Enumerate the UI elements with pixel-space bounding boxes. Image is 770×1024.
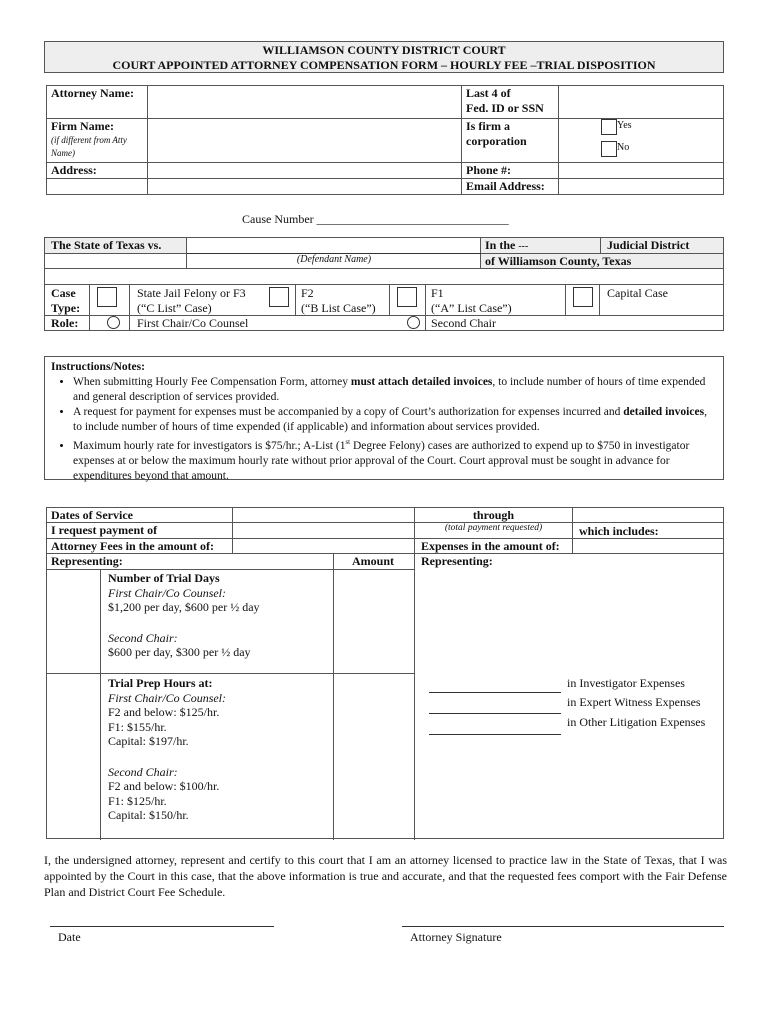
request-payment-label: I request payment of: [51, 523, 158, 537]
role-second-chair-label: Second Chair: [431, 316, 496, 330]
email-field[interactable]: [559, 179, 724, 195]
trial-days-block: [108, 571, 260, 660]
role-first-chair-label: First Chair/Co Counsel: [137, 316, 249, 330]
expenses-label: Expenses in the amount of:: [421, 539, 560, 553]
first-chair-label: First Chair/Co Counsel:: [108, 585, 227, 600]
case-type-f2-checkbox[interactable]: [269, 287, 289, 307]
prep-fc-f1: F1: $155/hr.: [108, 719, 167, 734]
defendant-note: (Defendant Name): [296, 254, 372, 265]
prep-second-chair-label: Second Chair:: [108, 764, 178, 779]
other-expense-field[interactable]: [429, 734, 561, 735]
total-payment-field[interactable]: [233, 523, 413, 537]
cause-number[interactable]: Cause Number ________________________________: [242, 212, 509, 226]
prep-sc-f2: F2 and below: $100/hr.: [108, 779, 220, 793]
date-line[interactable]: [50, 926, 274, 927]
expert-expense-field[interactable]: [429, 713, 561, 714]
yes-checkbox[interactable]: [601, 119, 617, 135]
instruction-item: • When submitting Hourly Fee Compensation Form, attorney must attach detailed invoices, to include number of hours of time expended and general description of services provided.: [73, 375, 715, 405]
trial-days-checkcell[interactable]: [47, 570, 100, 673]
signature-line[interactable]: [402, 926, 724, 927]
prep-hours-checkcell[interactable]: [47, 674, 100, 840]
investigator-expense-field[interactable]: [429, 692, 561, 693]
firm-name-label: Firm Name:: [51, 119, 114, 133]
prep-hours-title: Trial Prep Hours at:: [108, 676, 213, 690]
expenses-field[interactable]: [573, 539, 723, 553]
state-label: The State of Texas vs.: [45, 238, 187, 253]
amount-header: Amount: [351, 554, 394, 568]
second-chair-label: Second Chair:: [108, 630, 178, 645]
prep-hours-amount-field[interactable]: [334, 674, 414, 840]
prep-fc-f2: F2 and below: $125/hr.: [108, 705, 220, 719]
investigator-expense-label: in Investigator Expenses: [567, 676, 685, 690]
firm-name-field[interactable]: [148, 119, 462, 163]
second-chair-rate: $600 per day, $300 per ½ day: [108, 645, 251, 659]
case-type-f2-label: F2 (“B List Case”): [301, 286, 376, 315]
fed-id-field[interactable]: [559, 86, 724, 119]
case-type-f1-checkbox[interactable]: [397, 287, 417, 307]
instructions-title: Instructions/Notes:: [51, 361, 145, 373]
role-first-chair-radio[interactable]: [107, 316, 120, 329]
dates-of-service-label: Dates of Service: [51, 508, 133, 522]
no-label: No: [617, 142, 630, 153]
expert-expense-label: in Expert Witness Expenses: [567, 695, 701, 709]
instructions-list: [51, 375, 715, 484]
corporation-options: [559, 119, 724, 163]
court-title: WILLIAMSON COUNTY DISTRICT COURT: [262, 43, 506, 57]
court-in-the: In the ---: [481, 238, 601, 253]
case-type-label: Case Type:: [51, 286, 81, 315]
date-label: Date: [58, 930, 81, 944]
district-number-field[interactable]: ---: [518, 241, 529, 252]
prep-sc-capital: Capital: $150/hr.: [108, 808, 189, 822]
email-label: Email Address:: [462, 179, 559, 195]
attorney-fees-label: Attorney Fees in the amount of:: [51, 539, 214, 553]
through-label: through: [472, 508, 515, 522]
trial-days-title: Number of Trial Days: [108, 571, 220, 585]
signature-label: Attorney Signature: [410, 930, 502, 944]
no-checkbox[interactable]: [601, 141, 617, 157]
prep-sc-f1: F1: $125/hr.: [108, 793, 167, 808]
form-title: COURT APPOINTED ATTORNEY COMPENSATION FORM – HOURLY FEE –TRIAL DISPOSITION: [112, 58, 656, 72]
instruction-item: • Maximum hourly rate for investigators is $75/hr.; A-List (1st Degree Felony) cases are authorized to expend up to $750 in investigator expenses at or below the maximum hourly rate without prior approval of the Court. Court approval must be sought in advance for expenditures beyond that amount.: [73, 435, 715, 484]
firm-name-label-cell: [47, 119, 148, 163]
representing-left-label: Representing:: [51, 554, 123, 568]
attorney-name-label: Attorney Name:: [47, 86, 148, 119]
address-field-2[interactable]: [148, 179, 462, 195]
form-header: [44, 41, 724, 73]
dates-end-field[interactable]: [573, 508, 723, 522]
defendant-name-field[interactable]: [187, 238, 481, 268]
address-label: Address:: [47, 163, 148, 179]
instruction-item: • A request for payment for expenses must be accompanied by a copy of Court’s authorization for expenses incurred and detailed invoices, to include number of hours of time expended (if applicable) and information about services provided.: [73, 405, 715, 435]
prep-first-chair-label: First Chair/Co Counsel:: [108, 690, 227, 705]
representing-right-label: Representing:: [421, 554, 493, 568]
case-type-capital-label: Capital Case: [607, 286, 668, 300]
county-label: of Williamson County, Texas: [481, 253, 723, 268]
prep-fc-capital: Capital: $197/hr.: [108, 734, 189, 748]
case-type-sjf-checkbox[interactable]: [97, 287, 117, 307]
judicial-district-label: Judicial District: [601, 238, 723, 253]
role-label: Role:: [51, 316, 79, 330]
total-payment-note: (total payment requested): [444, 523, 543, 533]
case-type-f1-label: F1 (“A” List Case”): [431, 286, 512, 315]
case-table: [44, 237, 724, 331]
phone-field[interactable]: [559, 163, 724, 179]
address-field[interactable]: [148, 163, 462, 179]
prep-hours-block: [108, 676, 226, 823]
trial-days-amount-field[interactable]: [334, 570, 414, 673]
attorney-info-table: [46, 85, 724, 195]
fed-id-label: Last 4 of Fed. ID or SSN: [462, 86, 559, 119]
first-chair-rate: $1,200 per day, $600 per ½ day: [108, 600, 260, 614]
case-type-capital-checkbox[interactable]: [573, 287, 593, 307]
attorney-name-field[interactable]: [148, 86, 462, 119]
corporation-label: Is firm a corporation: [462, 119, 559, 163]
payment-section: [46, 507, 724, 839]
attorney-fees-field[interactable]: [233, 539, 413, 553]
firm-name-note: (if different from Atty Name): [51, 135, 127, 158]
dates-start-field[interactable]: [233, 508, 413, 522]
case-type-sjf-label: State Jail Felony or F3 (“C List” Case): [137, 286, 246, 315]
instructions-box: [44, 356, 724, 480]
certification-text: I, the undersigned attorney, represent and certify to this court that I am an attorney licensed to practice law in the State of Texas, that I was appointed by the Court in this case, that the above information is true and accurate, and that the requested fees comport with the Fair Defense Plan and District Court Fee Schedule.: [44, 853, 727, 899]
other-expense-label: in Other Litigation Expenses: [567, 715, 706, 729]
role-second-chair-radio[interactable]: [407, 316, 420, 329]
phone-label: Phone #:: [462, 163, 559, 179]
yes-label: Yes: [617, 120, 632, 131]
which-includes-label: which includes:: [579, 524, 659, 538]
